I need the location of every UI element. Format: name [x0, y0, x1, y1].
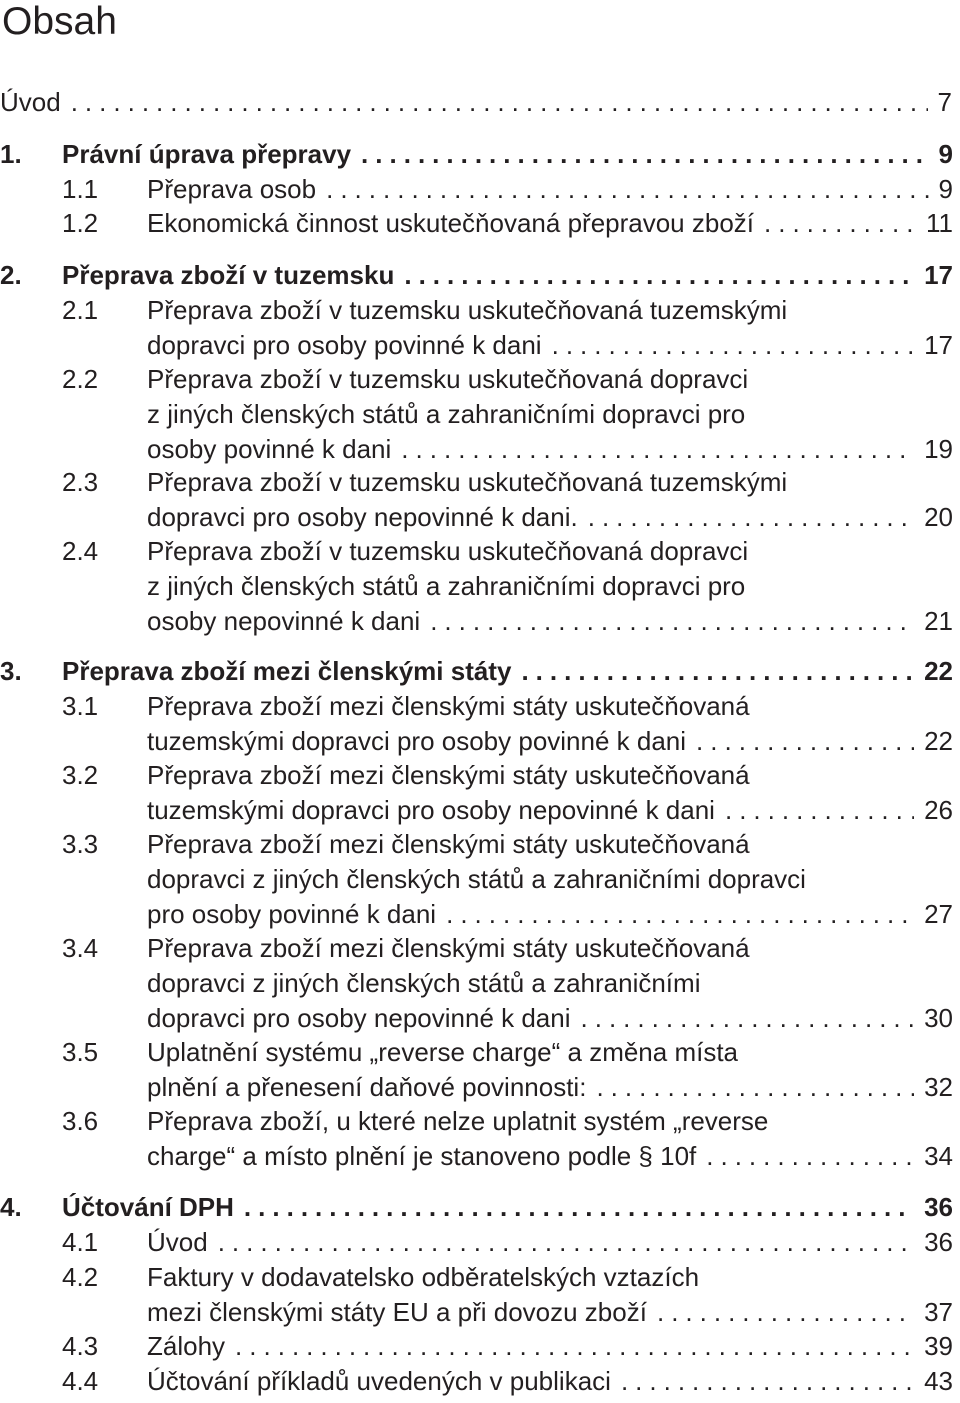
toc-entry-last-line — [62, 1190, 959, 1225]
toc-entry-last-line — [147, 206, 959, 241]
dot-leader — [446, 897, 914, 932]
dot-leader — [588, 500, 914, 535]
toc-entry-title-line: z jiných členských států a zahraničními dopravci pro — [147, 571, 746, 601]
toc-entry-title-line: Účtování příkladů uvedených v publikaci — [147, 1366, 611, 1396]
toc-entry-number: 4.4 — [62, 1366, 99, 1396]
toc-entry-title-line: tuzemskými dopravci pro osoby povinné k dani — [147, 726, 687, 756]
dot-leader — [581, 1001, 915, 1036]
toc-entry-last-line — [147, 172, 959, 207]
toc-entry-last-line — [147, 1225, 959, 1260]
toc-entry-title — [147, 172, 959, 207]
toc-entry-number: 2.2 — [62, 364, 99, 394]
toc-entry-title — [147, 1225, 959, 1260]
toc-entry-title-line: Přeprava zboží v tuzemsku uskutečňovaná dopravci — [147, 364, 749, 394]
toc-entry-number: 2.4 — [62, 536, 99, 566]
toc-entry-title-line: Přeprava zboží mezi členskými státy uskutečňovaná — [147, 760, 750, 790]
toc-entry-page-number: 21 — [924, 606, 953, 636]
toc-entry-title — [0, 85, 958, 120]
toc-entry-last-line — [62, 137, 959, 172]
toc-entry-title-line: dopravci pro osoby nepovinné k dani. — [147, 502, 578, 532]
toc-entry-title — [147, 1035, 959, 1105]
toc-entry-page-number: 19 — [924, 434, 953, 464]
toc-entry-title — [147, 206, 959, 241]
toc-entry-number: 3.4 — [62, 933, 99, 963]
toc-entry-page-number: 30 — [924, 1003, 953, 1033]
toc-entry-number: 2. — [0, 260, 22, 290]
toc-entry-title-line: dopravci pro osoby nepovinné k dani — [147, 1003, 571, 1033]
toc-entry-last-line — [147, 500, 959, 535]
toc-entry-title — [147, 827, 959, 932]
toc-entry-title-line: osoby povinné k dani — [147, 434, 392, 464]
dot-leader — [430, 604, 914, 639]
toc-entry-number: 4.1 — [62, 1227, 99, 1257]
toc-entry-title-line: plnění a přenesení daňové povinnosti: — [147, 1072, 587, 1102]
page-title: Obsah — [2, 0, 117, 43]
toc-entry-title-line: Přeprava zboží v tuzemsku uskutečňovaná dopravci — [147, 536, 749, 566]
toc-entry-last-line — [147, 604, 959, 639]
dot-leader — [657, 1295, 914, 1330]
toc-entry-number: 4.3 — [62, 1331, 99, 1361]
dot-leader — [361, 137, 928, 172]
toc-entry-title-line: dopravci z jiných členských států a zahraničními dopravci — [147, 864, 806, 894]
toc-entry-page-number: 7 — [937, 87, 952, 117]
toc-entry-title — [147, 931, 959, 1036]
toc-entry-number: 1. — [0, 139, 22, 169]
toc-entry-page-number: 11 — [926, 208, 953, 238]
toc-entry-page-number: 36 — [924, 1192, 953, 1222]
toc-entry-title-line: Přeprava zboží v tuzemsku uskutečňovaná tuzemskými — [147, 295, 788, 325]
toc-entry-number: 3.5 — [62, 1037, 99, 1067]
toc-entry-title — [147, 1104, 959, 1174]
dot-leader — [696, 724, 914, 759]
toc-entry-number: 1.2 — [62, 208, 99, 238]
toc-entry-title-line: Přeprava zboží v tuzemsku — [62, 260, 395, 290]
toc-entry-last-line — [147, 793, 959, 828]
toc-entry-title — [147, 534, 959, 639]
toc-entry-title — [62, 258, 959, 293]
dot-leader — [404, 258, 914, 293]
toc-entry-page-number: 37 — [924, 1297, 953, 1327]
toc-entry-last-line — [147, 1139, 959, 1174]
toc-entry-title-line: Přeprava zboží v tuzemsku uskutečňovaná tuzemskými — [147, 467, 788, 497]
toc-entry-title — [62, 654, 959, 689]
toc-entry-title — [62, 137, 959, 172]
toc-entry-title — [147, 465, 959, 535]
toc-entry-last-line — [147, 1295, 959, 1330]
toc-entry-page-number: 17 — [924, 260, 953, 290]
toc-entry-number: 3.3 — [62, 829, 99, 859]
toc-entry-title-line: Zálohy — [147, 1331, 226, 1361]
toc-entry-page-number: 20 — [924, 502, 953, 532]
toc-entry-page-number: 17 — [924, 330, 953, 360]
toc-entry-title-line: Přeprava osob — [147, 174, 317, 204]
toc-entry-title-line: z jiných členských států a zahraničními dopravci pro — [147, 399, 746, 429]
toc-entry-title — [147, 1260, 959, 1330]
toc-entry-last-line — [147, 1070, 959, 1105]
toc-entry-page-number: 36 — [924, 1227, 953, 1257]
toc-entry-title-line: Právní úprava přepravy — [62, 139, 352, 169]
toc-entry-title-line: dopravci z jiných členských států a zahraničními — [147, 968, 701, 998]
toc-entry-title-line: charge“ a místo plnění je stanoveno podle § 10f — [147, 1141, 697, 1171]
toc-entry-title-line: Faktury v dodavatelsko odběratelských vztazích — [147, 1262, 700, 1292]
toc-entry-title — [147, 689, 959, 759]
toc-entry-title-line: Přeprava zboží mezi členskými státy — [62, 656, 512, 686]
toc-entry-page-number: 43 — [924, 1366, 953, 1396]
dot-leader — [244, 1190, 914, 1225]
toc-entry-title — [147, 362, 959, 467]
toc-entry-page-number: 39 — [924, 1331, 953, 1361]
toc-entry-title — [147, 1329, 959, 1364]
dot-leader — [326, 172, 928, 207]
toc-entry-last-line — [147, 1001, 959, 1036]
toc-entry-page-number: 22 — [924, 726, 953, 756]
dot-leader — [235, 1329, 914, 1364]
toc-entry-title — [147, 293, 959, 363]
toc-entry-title-line: Přeprava zboží mezi členskými státy uskutečňovaná — [147, 691, 750, 721]
toc-entry-title-line: pro osoby povinné k dani — [147, 899, 437, 929]
toc-entry-number: 3.1 — [62, 691, 99, 721]
toc-entry-number: 2.3 — [62, 467, 99, 497]
dot-leader — [596, 1070, 914, 1105]
toc-entry-last-line — [147, 724, 959, 759]
toc-entry-last-line — [147, 1364, 959, 1399]
toc-entry-title-line: Účtování DPH — [62, 1192, 234, 1222]
dot-leader — [706, 1139, 914, 1174]
toc-entry-page-number: 9 — [938, 139, 953, 169]
toc-entry-page-number: 9 — [938, 174, 953, 204]
toc-entry-last-line — [147, 1329, 959, 1364]
dot-leader — [764, 206, 916, 241]
toc-entry-page-number: 26 — [924, 795, 953, 825]
toc-entry-last-line — [62, 654, 959, 689]
toc-entry-page-number: 27 — [924, 899, 953, 929]
toc-entry-number: 3.6 — [62, 1106, 99, 1136]
toc-entry-title-line: tuzemskými dopravci pro osoby nepovinné k dani — [147, 795, 715, 825]
toc-entry-number: 3. — [0, 656, 22, 686]
toc-entry-title-line: dopravci pro osoby povinné k dani — [147, 330, 542, 360]
toc-entry-title-line: Úvod — [0, 87, 61, 117]
toc-entry-last-line — [0, 85, 958, 120]
toc-entry-title-line: Uplatnění systému „reverse charge“ a změna místa — [147, 1037, 739, 1067]
dot-leader — [401, 432, 914, 467]
toc-entry-number: 2.1 — [62, 295, 99, 325]
toc-entry-last-line — [147, 432, 959, 467]
dot-leader — [621, 1364, 914, 1399]
toc-entry-title-line: mezi členskými státy EU a při dovozu zboží — [147, 1297, 647, 1327]
toc-entry-title-line: Úvod — [147, 1227, 208, 1257]
toc-entry-title — [147, 1364, 959, 1399]
toc-entry-number: 4.2 — [62, 1262, 99, 1292]
toc-entry-page-number: 22 — [924, 656, 953, 686]
dot-leader — [71, 85, 928, 120]
toc-entry-page-number: 34 — [924, 1141, 953, 1171]
toc-entry-last-line — [62, 258, 959, 293]
toc-entry-number: 4. — [0, 1192, 22, 1222]
dot-leader — [552, 328, 914, 363]
toc-entry-number: 3.2 — [62, 760, 99, 790]
toc-entry-page-number: 32 — [924, 1072, 953, 1102]
toc-entry-title-line: Přeprava zboží, u které nelze uplatnit systém „reverse — [147, 1106, 769, 1136]
toc-entry-title-line: Přeprava zboží mezi členskými státy uskutečňovaná — [147, 933, 750, 963]
toc-entry-title-line: Ekonomická činnost uskutečňovaná přepravou zboží — [147, 208, 755, 238]
toc-entry-title-line: Přeprava zboží mezi členskými státy uskutečňovaná — [147, 829, 750, 859]
dot-leader — [218, 1225, 914, 1260]
toc-entry-title — [147, 758, 959, 828]
dot-leader — [521, 654, 914, 689]
dot-leader — [725, 793, 914, 828]
toc-entry-number: 1.1 — [62, 174, 99, 204]
toc-entry-last-line — [147, 328, 959, 363]
toc-entry-title — [62, 1190, 959, 1225]
toc-entry-title-line: osoby nepovinné k dani — [147, 606, 421, 636]
toc-entry-last-line — [147, 897, 959, 932]
